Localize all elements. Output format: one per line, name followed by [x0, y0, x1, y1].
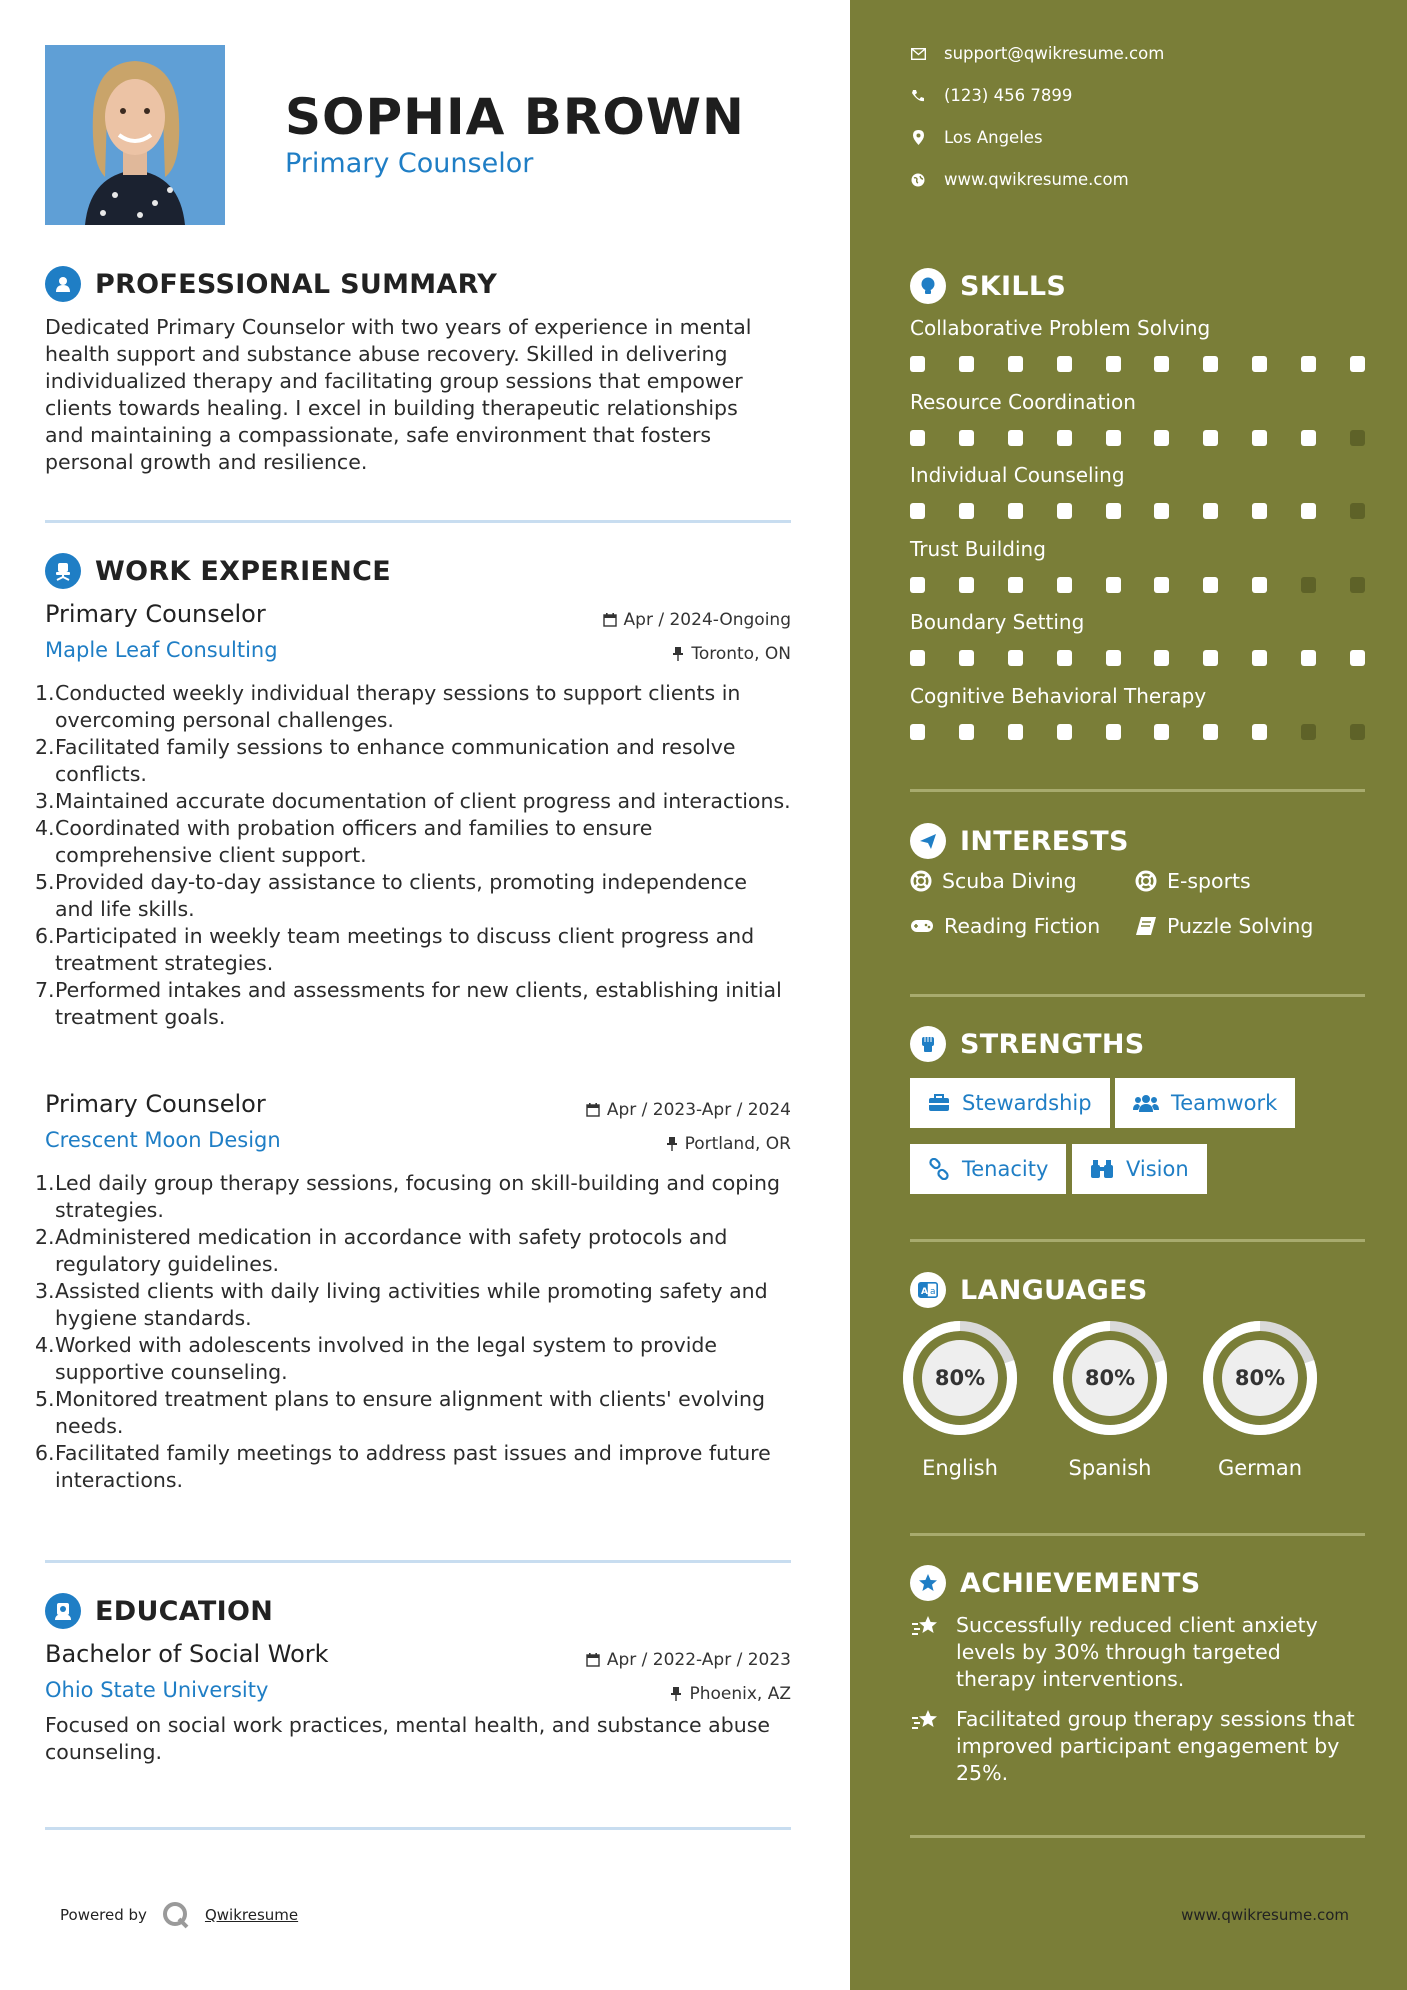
interest-item: [1135, 869, 1251, 893]
list-item: 1. Conducted weekly individual therapy sessions to support clients in overcoming personal challenges.: [35, 681, 741, 732]
skill-dot: [1203, 503, 1218, 519]
skill-dot: [1057, 577, 1072, 593]
skill-dot: [1008, 356, 1023, 372]
skill-dot: [1057, 356, 1072, 372]
languages-title: LANGUAGES: [960, 1274, 1148, 1306]
skill-row: [910, 537, 1365, 593]
achievement-item: [910, 1706, 1365, 1787]
powered-by: [60, 1900, 298, 1930]
skill-dot: [1154, 577, 1169, 593]
skill-dot: [1203, 430, 1218, 446]
gamepad-icon: [910, 917, 934, 935]
list-item: 4. Coordinated with probation officers and families to ensure comprehensive client support.: [35, 816, 653, 867]
users-icon: [1133, 1093, 1159, 1113]
language-percent: 80%: [1072, 1340, 1148, 1416]
skill-dot: [1301, 650, 1316, 666]
calendar-icon: [586, 1103, 600, 1117]
phone-icon: [910, 88, 926, 104]
candidate-name: SOPHIA BROWN: [285, 88, 745, 146]
strength-label: Tenacity: [962, 1157, 1049, 1181]
list-item: 4. Worked with adolescents involved in the legal system to provide supportive counseling.: [35, 1333, 718, 1384]
strength-label: Teamwork: [1171, 1091, 1278, 1115]
list-item: 3. Assisted clients with daily living activities while promoting safety and hygiene standards.: [35, 1279, 768, 1330]
paper-plane-icon: [910, 823, 946, 859]
list-item: 6. Facilitated family meetings to address past issues and improve future interactions.: [35, 1441, 771, 1492]
book-icon: [1135, 916, 1157, 936]
interest-item: [910, 869, 1077, 893]
lightbulb-icon: [910, 268, 946, 304]
interests-title: INTERESTS: [960, 825, 1129, 857]
interest-label: E-sports: [1167, 869, 1251, 893]
profile-photo: [45, 45, 225, 225]
skill-rating: [910, 356, 1365, 372]
section-divider: [910, 994, 1365, 997]
strength-badge: [910, 1078, 1110, 1128]
footer-website[interactable]: www.qwikresume.com: [1181, 1906, 1349, 1924]
skill-dot: [1154, 356, 1169, 372]
language-progress-ring: [1200, 1318, 1320, 1438]
user-icon: [45, 266, 81, 302]
job-duties: [35, 1170, 791, 1494]
skill-dot: [1008, 650, 1023, 666]
skill-dot: [910, 724, 925, 740]
skill-dot: [1057, 724, 1072, 740]
languages-heading: [910, 1272, 1148, 1308]
job-location-text: Toronto, ON: [691, 644, 791, 664]
summary-title: PROFESSIONAL SUMMARY: [95, 268, 498, 300]
job-date: [603, 610, 791, 630]
skill-dot: [1350, 356, 1365, 372]
language-percent: 80%: [1222, 1340, 1298, 1416]
star-badge-icon: [910, 1565, 946, 1601]
skill-rating: [910, 650, 1365, 666]
skill-rating: [910, 430, 1365, 446]
skill-dot: [1301, 503, 1316, 519]
list-item: 5. Monitored treatment plans to ensure alignment with clients' evolving needs.: [35, 1387, 765, 1438]
skill-dot: [910, 503, 925, 519]
skill-row: [910, 610, 1365, 666]
skill-dot: [1154, 650, 1169, 666]
achievements-title: ACHIEVEMENTS: [960, 1567, 1201, 1599]
list-item: 1. Led daily group therapy sessions, focusing on skill-building and coping strategies.: [35, 1171, 781, 1222]
job-title: Primary Counselor: [45, 600, 266, 628]
candidate-role: Primary Counselor: [285, 148, 534, 179]
lifebuoy-icon: [910, 870, 932, 892]
translate-icon: [910, 1272, 946, 1308]
skill-dot: [1106, 356, 1121, 372]
education-date: [586, 1650, 791, 1670]
skill-dot: [959, 724, 974, 740]
skill-rating: [910, 724, 1365, 740]
qwikresume-logo-icon: [161, 1900, 191, 1930]
achievements-heading: [910, 1565, 1201, 1601]
education-entry: [45, 1640, 791, 1766]
skill-row: [910, 463, 1365, 519]
skill-name: Resource Coordination: [910, 389, 1136, 414]
job-entry: [35, 1090, 791, 1494]
skill-dot: [1252, 650, 1267, 666]
fist-icon: [910, 1026, 946, 1062]
summary-text: Dedicated Primary Counselor with two years of experience in mental health support and substance abuse recovery. Skilled in delivering individualized therapy and facilitating group sessions that empower clients towards healing. I excel in building therapeutic relationships and maintaining a compassionate, safe environment that fosters personal growth and resilience.: [45, 315, 752, 474]
job-date-text: Apr / 2024-Ongoing: [623, 610, 791, 630]
interest-label: Reading Fiction: [944, 914, 1101, 938]
summary-heading: [45, 266, 497, 302]
skill-dot: [1350, 650, 1365, 666]
degree: Bachelor of Social Work: [45, 1640, 329, 1668]
skills-title: SKILLS: [960, 270, 1067, 302]
section-divider: [910, 789, 1365, 792]
language-name: English: [922, 1456, 998, 1480]
link-icon: [928, 1158, 950, 1180]
interests-heading: [910, 823, 1129, 859]
skill-row: [910, 684, 1365, 740]
skill-dot: [1252, 724, 1267, 740]
interest-label: Puzzle Solving: [1167, 914, 1314, 938]
language-item: [890, 1318, 1030, 1480]
globe-icon: [910, 172, 926, 188]
lifebuoy-icon: [1135, 870, 1157, 892]
job-title: Primary Counselor: [45, 1090, 266, 1118]
skill-dot: [1301, 430, 1316, 446]
language-progress-ring: [900, 1318, 1020, 1438]
skill-dot: [1057, 503, 1072, 519]
skill-rating: [910, 503, 1365, 519]
skill-dot: [1106, 503, 1121, 519]
contact-phone-text: (123) 456 7899: [944, 86, 1073, 105]
job-date-text: Apr / 2023-Apr / 2024: [606, 1100, 791, 1120]
language-item: [1040, 1318, 1180, 1480]
contact-website-text: www.qwikresume.com: [944, 170, 1129, 189]
section-divider: [910, 1239, 1365, 1242]
star-trail-icon: [910, 1706, 944, 1787]
job-location: [666, 1134, 791, 1154]
skill-dot: [1008, 577, 1023, 593]
strength-label: Stewardship: [962, 1091, 1092, 1115]
skill-dot: [910, 356, 925, 372]
strength-badge: [1115, 1078, 1295, 1128]
skill-dot: [910, 577, 925, 593]
skill-dot: [1106, 650, 1121, 666]
language-name: German: [1217, 1456, 1303, 1480]
skills-heading: [910, 268, 1066, 304]
graduate-icon: [45, 1593, 81, 1629]
list-item: 3. Maintained accurate documentation of client progress and interactions.: [35, 789, 791, 813]
job-location-text: Portland, OR: [684, 1134, 791, 1154]
skill-name: Boundary Setting: [910, 610, 1085, 634]
skill-dot: [1350, 724, 1365, 740]
contact-location: [910, 128, 1043, 147]
achievement-item: [910, 1612, 1365, 1693]
skill-dot: [1154, 430, 1169, 446]
skill-dot: [1203, 724, 1218, 740]
strengths-title: STRENGTHS: [960, 1028, 1145, 1060]
strengths-heading: [910, 1026, 1145, 1062]
job-duties: [35, 680, 791, 1031]
skill-name: Collaborative Problem Solving: [910, 316, 1211, 340]
skill-dot: [1106, 724, 1121, 740]
job-date: [586, 1100, 791, 1120]
svg-text:a: a: [930, 1287, 936, 1297]
work-heading: [45, 553, 391, 589]
skill-dot: [1154, 724, 1169, 740]
interest-label: Scuba Diving: [942, 869, 1077, 893]
strength-label: Vision: [1126, 1157, 1189, 1181]
strength-badge: [1072, 1144, 1207, 1194]
list-item: 2. Facilitated family sessions to enhance communication and resolve conflicts.: [35, 735, 736, 786]
skill-dot: [1008, 430, 1023, 446]
star-trail-icon: [910, 1612, 944, 1693]
skill-dot: [1008, 724, 1023, 740]
skill-dot: [1350, 503, 1365, 519]
interest-item: [910, 914, 1100, 938]
skill-dot: [1203, 577, 1218, 593]
skill-dot: [1252, 356, 1267, 372]
powered-by-label: Powered by: [60, 1906, 147, 1924]
skill-dot: [1301, 724, 1316, 740]
skill-dot: [1301, 356, 1316, 372]
skill-dot: [1203, 650, 1218, 666]
contact-email-text: support@qwikresume.com: [944, 44, 1165, 63]
job-entry: [35, 600, 791, 1031]
skill-dot: [959, 430, 974, 446]
skill-dot: [959, 650, 974, 666]
skill-dot: [1057, 430, 1072, 446]
section-divider: [45, 1560, 791, 1563]
work-title: WORK EXPERIENCE: [95, 555, 391, 587]
contact-phone[interactable]: [910, 86, 1072, 105]
education-description: Focused on social work practices, mental health, and substance abuse counseling.: [45, 1713, 771, 1764]
contact-email[interactable]: [910, 44, 1164, 63]
interest-item: [1135, 914, 1313, 938]
skill-dot: [1252, 577, 1267, 593]
language-item: [1190, 1318, 1330, 1480]
section-divider: [910, 1533, 1365, 1536]
language-percent: 80%: [922, 1340, 998, 1416]
skill-rating: [910, 577, 1365, 593]
list-item: 2. Administered medication in accordance with safety protocols and regulatory guidelines.: [35, 1225, 728, 1276]
binoculars-icon: [1090, 1159, 1114, 1179]
skill-dot: [1154, 503, 1169, 519]
achievement-text: Successfully reduced client anxiety levels by 30% through targeted therapy interventions.: [956, 1613, 1318, 1691]
skill-name: Individual Counseling: [910, 463, 1125, 487]
skill-dot: [1106, 577, 1121, 593]
section-divider: [910, 1835, 1365, 1838]
skill-dot: [1350, 430, 1365, 446]
strength-badge: [910, 1144, 1066, 1194]
skill-dot: [1301, 577, 1316, 593]
list-item: 6. Participated in weekly team meetings to discuss client progress and treatment strategies.: [35, 924, 755, 975]
education-location-text: Phoenix, AZ: [689, 1684, 791, 1704]
sidebar: [850, 0, 1407, 1990]
calendar-icon: [603, 613, 617, 627]
qwikresume-link[interactable]: Qwikresume: [204, 1906, 299, 1924]
skill-dot: [910, 430, 925, 446]
skill-dot: [959, 356, 974, 372]
skill-dot: [1252, 503, 1267, 519]
job-company: Crescent Moon Design: [45, 1128, 281, 1152]
skill-dot: [1252, 430, 1267, 446]
skill-dot: [1350, 577, 1365, 593]
svg-text:A: A: [921, 1287, 928, 1297]
education-location: [670, 1684, 791, 1704]
list-item: 7. Performed intakes and assessments for new clients, establishing initial treatment goals.: [35, 978, 782, 1029]
skill-dot: [1008, 503, 1023, 519]
skill-name: Trust Building: [910, 536, 1046, 561]
school: Ohio State University: [45, 1678, 269, 1702]
skill-row: [910, 390, 1365, 446]
skill-dot: [959, 577, 974, 593]
skill-dot: [1057, 650, 1072, 666]
section-divider: [45, 520, 791, 523]
education-title: EDUCATION: [95, 1595, 274, 1627]
skill-dot: [959, 503, 974, 519]
skill-dot: [910, 650, 925, 666]
section-divider: [45, 1827, 791, 1830]
pin-icon: [672, 647, 684, 661]
achievement-text: Facilitated group therapy sessions that improved participant engagement by 25%.: [956, 1707, 1355, 1785]
envelope-icon: [910, 46, 926, 62]
calendar-icon: [586, 1653, 600, 1667]
language-name: Spanish: [1068, 1456, 1152, 1480]
language-progress-ring: [1050, 1318, 1170, 1438]
education-date-text: Apr / 2022-Apr / 2023: [606, 1650, 791, 1670]
skill-name: Cognitive Behavioral Therapy: [910, 683, 1207, 708]
job-company: Maple Leaf Consulting: [45, 638, 278, 662]
skill-dot: [1203, 356, 1218, 372]
pin-icon: [670, 1687, 682, 1701]
job-location: [672, 644, 791, 664]
office-chair-icon: [45, 553, 81, 589]
contact-website[interactable]: [910, 170, 1129, 189]
contact-location-text: Los Angeles: [944, 128, 1043, 147]
skill-dot: [1106, 430, 1121, 446]
map-marker-icon: [910, 130, 926, 146]
skill-row: [910, 316, 1365, 372]
education-heading: [45, 1593, 273, 1629]
list-item: 5. Provided day-to-day assistance to clients, promoting independence and life skills.: [35, 870, 747, 921]
pin-icon: [666, 1137, 678, 1151]
briefcase-icon: [928, 1094, 950, 1112]
